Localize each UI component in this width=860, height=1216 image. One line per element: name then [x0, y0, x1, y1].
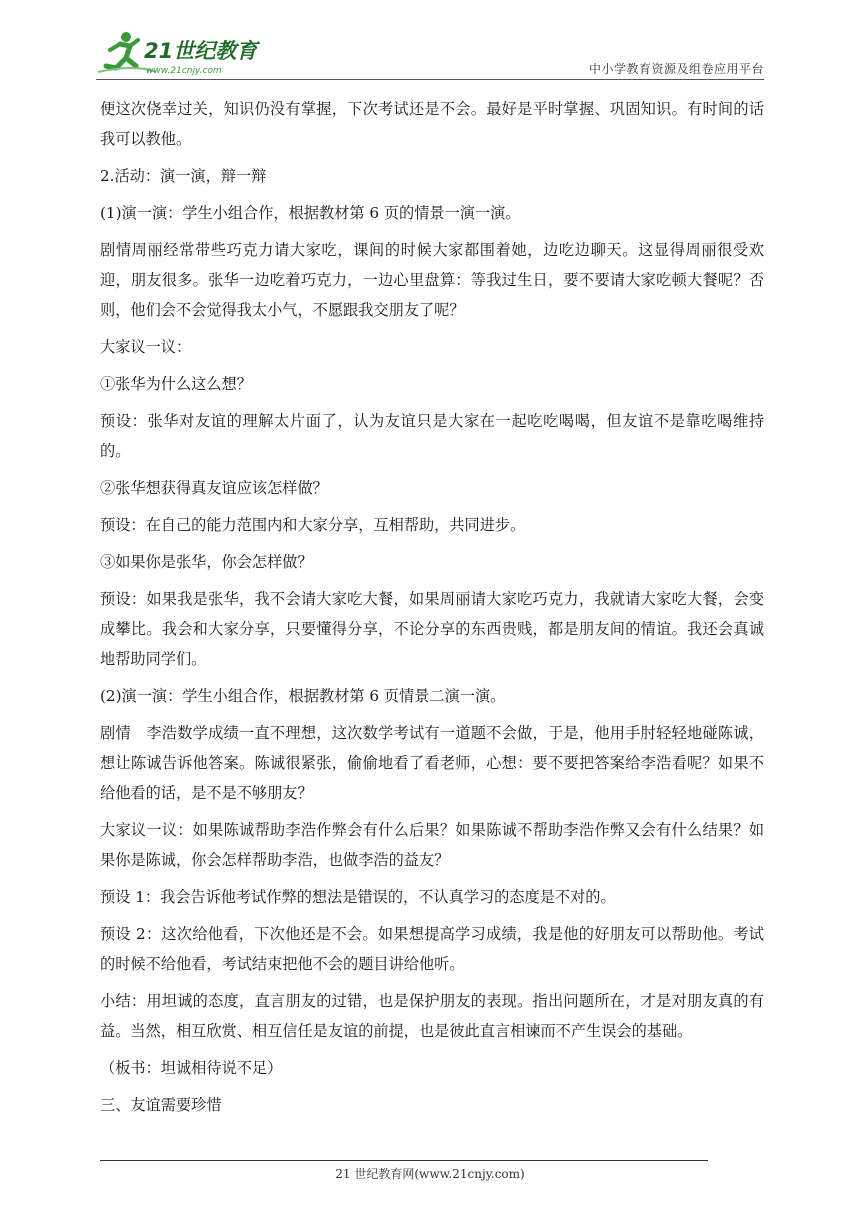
board-note: （板书：坦诚相待说不足）: [100, 1059, 283, 1077]
question: ③如果你是张华，你会怎样做？: [100, 553, 313, 571]
svg-text:21世纪教育: 21世纪教育: [144, 39, 258, 63]
paragraph: 预设 1：我会告诉他考试作弊的想法是错误的，不认真学习的态度是不对的。: [100, 888, 616, 906]
summary: 小结：用坦诚的态度，直言朋友的过错，也是保护朋友的表现。指出问题所在，才是对朋友真的有益。当然，相互欣赏、相互信任是友谊的前提，也是彼此直言相谏而不产生误会的基础。: [100, 992, 764, 1040]
paragraph: (2)演一演：学生小组合作，根据教材第 6 页情景二演一演。: [100, 687, 506, 705]
svg-text:www.21cnjy.com: www.21cnjy.com: [146, 66, 222, 76]
question: ②张华想获得真友谊应该怎样做？: [100, 479, 328, 497]
paragraph: 剧情周丽经常带些巧克力请大家吃，课间的时候大家都围着她，边吃边聊天。这显得周丽很受欢迎，朋友很多。张华一边吃着巧克力，一边心里盘算：等我过生日，要不要请大家吃顿大餐呢？否则，他们会不会觉得我太小气，不愿跟我交朋友了呢？: [100, 241, 764, 319]
paragraph: 预设：张华对友谊的理解太片面了，认为友谊只是大家在一起吃吃喝喝，但友谊不是靠吃喝维持的。: [100, 412, 764, 460]
section-heading: 三、友谊需要珍惜: [100, 1096, 222, 1114]
paragraph: (1)演一演：学生小组合作，根据教材第 6 页的情景一演一演。: [100, 204, 521, 222]
paragraph: 预设：在自己的能力范围内和大家分享，互相帮助，共同进步。: [100, 516, 526, 534]
paragraph: 大家议一议：如果陈诚帮助李浩作弊会有什么后果？如果陈诚不帮助李浩作弊又会有什么结果？如果你是陈诚，你会怎样帮助李浩，也做李浩的益友？: [100, 821, 764, 869]
section-heading: 2.活动：演一演，辩一辩: [100, 167, 267, 185]
page-header: [96, 28, 764, 80]
footer-divider: [100, 1160, 708, 1161]
question: ①张华为什么这么想？: [100, 375, 252, 393]
header-divider: [96, 79, 764, 80]
paragraph: 预设 2：这次给他看，下次他还是不会。如果想提高学习成绩，我是他的好朋友可以帮助他。考试的时候不给他看，考试结束把他不会的题目讲给他听。: [100, 925, 764, 973]
page-footer: 21 世纪教育网(www.21cnjy.com): [335, 1167, 525, 1181]
paragraph: 大家议一议：: [100, 338, 192, 356]
paragraph: 便这次侥幸过关，知识仍没有掌握，下次考试还是不会。最好是平时掌握、巩固知识。有时间的话我可以教他。: [100, 100, 764, 148]
platform-tagline: 中小学教育资源及组卷应用平台: [588, 62, 764, 76]
paragraph: 剧情 李浩数学成绩一直不理想，这次数学考试有一道题不会做，于是，他用手肘轻轻地碰陈诚，想让陈诚告诉他答案。陈诚很紧张，偷偷地看了看老师，心想：要不要把答案给李浩看呢？如果不给他看的话，是不是不够朋友？: [100, 724, 764, 802]
site-logo: [96, 28, 266, 80]
paragraph: 预设：如果我是张华，我不会请大家吃大餐，如果周丽请大家吃巧克力，我就请大家吃大餐，会变成攀比。我会和大家分享，只要懂得分享，不论分享的东西贵贱，都是朋友间的情谊。我还会真诚地帮助同学们。: [100, 590, 764, 668]
document-body: [100, 94, 764, 1127]
